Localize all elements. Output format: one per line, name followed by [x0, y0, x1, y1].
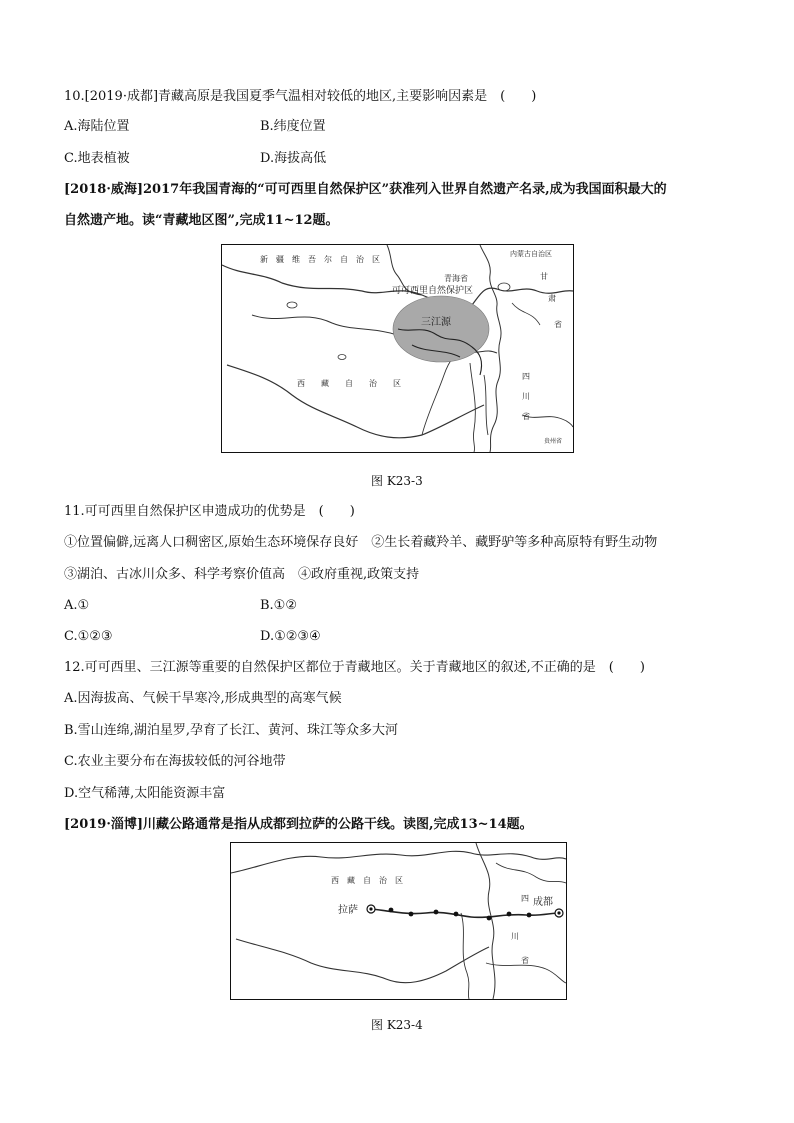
label-chuan: 川	[511, 932, 519, 941]
map1-caption: 图 K23-3	[371, 474, 423, 488]
label-su: 肃	[548, 294, 556, 303]
qinghai-tibet-map-graphic	[222, 245, 573, 452]
q11-option-a: A.①	[64, 598, 90, 613]
q11-option-d: D.①②③④	[260, 629, 321, 644]
q11-option-b: B.①②	[260, 598, 297, 613]
intro-13-14: [2019·淄博]川藏公路通常是指从成都到拉萨的公路干线。读图,完成13~14题。	[64, 817, 533, 832]
label-xizang: 西 藏 自 治 区	[331, 876, 403, 885]
q12-option-b: B.雪山连绵,湖泊星罗,孕育了长江、黄河、珠江等众多大河	[64, 723, 398, 738]
q12-stem: 12.可可西里、三江源等重要的自然保护区都位于青藏地区。关于青藏地区的叙述,不正确的是 ( )	[64, 660, 645, 675]
label-sheng: 省	[521, 956, 529, 965]
intro-11-12-line2: 自然遗产地。读“青藏地区图”,完成11~12题。	[64, 213, 339, 228]
label-xinjiang: 新 疆 维 吾 尔 自 治 区	[260, 255, 380, 264]
q12-option-d: D.空气稀薄,太阳能资源丰富	[64, 786, 226, 801]
intro-11-12-line1: [2018·威海]2017年我国青海的“可可西里自然保护区”获准列入世界自然遗产名录,成为我国面积最大的	[64, 182, 667, 197]
chengdu-marker	[555, 909, 563, 917]
q10-option-a: A.海陆位置	[64, 119, 130, 134]
q12-option-a: A.因海拔高、气候干旱寒冷,形成典型的高寒气候	[64, 691, 342, 706]
q10-stem: 10.[2019·成都]青藏高原是我国夏季气温相对较低的地区,主要影响因素是 ( )	[64, 89, 537, 104]
q11-option-c: C.①②③	[64, 629, 113, 644]
q11-stem: 11.可可西里自然保护区申遗成功的优势是 ( )	[64, 504, 355, 519]
label-neimenggu: 内蒙古自治区	[510, 250, 552, 258]
q11-statements-1: ①位置偏僻,远离人口稠密区,原始生态环境保存良好 ②生长着藏羚羊、藏野驴等多种高原特有野生动物	[64, 535, 658, 550]
map2-caption: 图 K23-4	[371, 1018, 423, 1032]
qinghai-tibet-map	[221, 244, 574, 453]
label-sheng2: 省	[522, 412, 530, 421]
label-sheng1: 省	[554, 320, 562, 329]
label-gan: 甘	[540, 272, 548, 281]
label-qinghai: 青海省	[444, 274, 468, 283]
q10-option-b: B.纬度位置	[260, 119, 326, 134]
label-guizhou: 贵州省	[544, 438, 563, 445]
q10-option-c: C.地表植被	[64, 151, 130, 166]
label-chengdu: 成都	[533, 897, 553, 908]
label-xizang: 西 藏 自 治 区	[297, 379, 401, 388]
label-lhasa: 拉萨	[338, 905, 358, 916]
sichuan-tibet-highway-map	[230, 842, 567, 1000]
lhasa-marker	[367, 905, 375, 913]
q10-option-d: D.海拔高低	[260, 151, 327, 166]
label-sanjiangyuan: 三江源	[421, 317, 451, 328]
q12-option-c: C.农业主要分布在海拔较低的河谷地带	[64, 754, 286, 769]
q11-statements-2: ③湖泊、古冰川众多、科学考察价值高 ④政府重视,政策支持	[64, 567, 420, 582]
label-si: 四	[521, 894, 529, 903]
highway-stops	[389, 908, 532, 921]
label-chuan: 川	[522, 392, 530, 401]
sichuan-tibet-highway-map-graphic	[231, 843, 566, 999]
label-si: 四	[522, 372, 530, 381]
label-hoh-xil: 可可西里自然保护区	[392, 286, 474, 296]
